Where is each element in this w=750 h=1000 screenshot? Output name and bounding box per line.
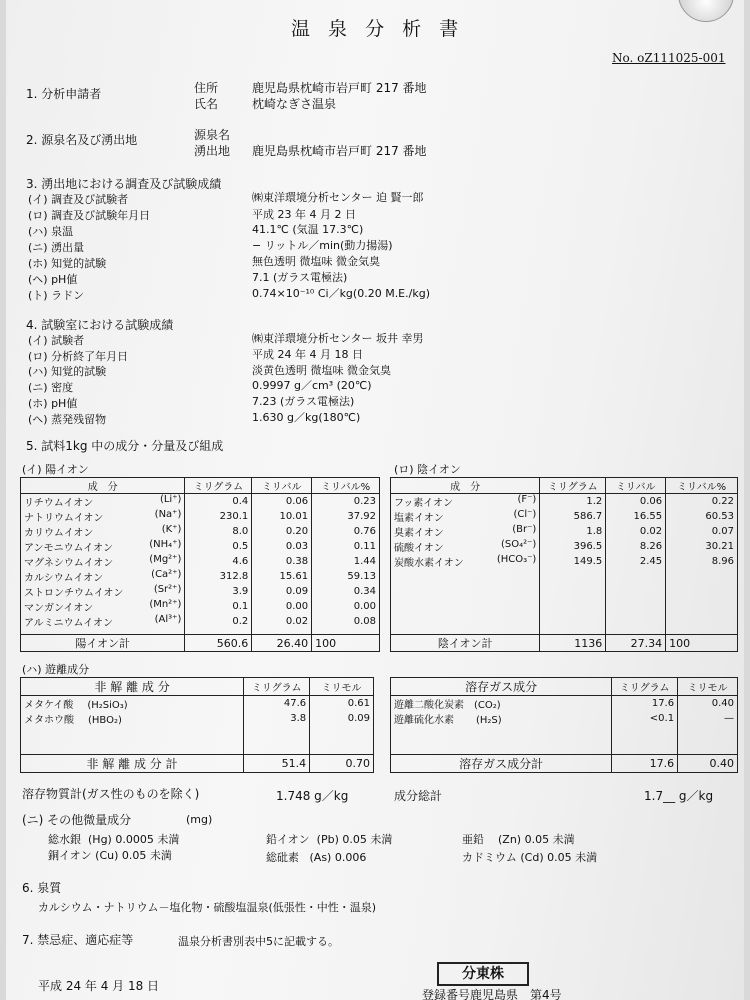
- total-percent: 100: [312, 635, 380, 652]
- ion-name: ナトリウムイオン: [24, 513, 104, 524]
- applicant-name: 枕崎なぎさ温泉: [252, 97, 337, 111]
- column-header: ミリモル: [310, 678, 374, 696]
- ion-formula: (Cl⁻): [513, 509, 537, 520]
- milligram-value: 4.6: [185, 554, 252, 569]
- gas-total-row: [391, 755, 738, 773]
- ion-name: 臭素イオン: [394, 528, 444, 539]
- ion-formula: (Mg²⁺): [149, 554, 182, 565]
- trace-unit: (mg): [186, 813, 213, 826]
- millival-value: 8.26: [606, 539, 666, 554]
- anion-table-title: (ロ) 陰イオン: [394, 463, 461, 476]
- ion-name: アンモニウムイオン: [24, 543, 113, 554]
- millival-value: 10.01: [252, 509, 312, 524]
- component-name: メタホウ酸: [24, 715, 74, 726]
- total-millimol: 0.70: [310, 755, 374, 773]
- push-pin: [678, 0, 734, 22]
- column-header: ミリグラム: [612, 678, 678, 696]
- table-row: [21, 696, 374, 712]
- anion-table: [390, 477, 738, 652]
- registration-number: 登録番号鹿児島県 第4号: [422, 988, 562, 1000]
- table-row: [21, 524, 380, 539]
- lab-test-value: ㈱東洋環境分析センター 坂井 幸男: [252, 332, 424, 345]
- ion-name: リチウムイオン: [24, 498, 94, 509]
- total-milligram: 17.6: [612, 755, 678, 773]
- milligram-value: 0.4: [185, 494, 252, 510]
- milligram-value: 149.5: [540, 554, 606, 569]
- ion-name: マグネシウムイオン: [24, 558, 114, 569]
- column-header: ミリバル: [252, 478, 312, 494]
- total-components-label: 成分総計: [394, 789, 443, 803]
- millival-value: 0.02: [606, 524, 666, 539]
- milligram-value: 1.2: [540, 494, 606, 510]
- ion-name: フッ素イオン: [394, 498, 453, 509]
- free-components-title: (ハ) 遊離成分: [22, 663, 90, 676]
- milligram-value: 312.8: [185, 569, 252, 584]
- lab-test-value: 7.23 (ガラス電極法): [252, 395, 355, 408]
- millival-percent: 30.21: [666, 539, 738, 554]
- spring-quality: カルシウム・ナトリウム－塩化物・硫酸塩温泉(低張性・中性・温泉): [38, 901, 377, 914]
- spring-location: 鹿児島県枕崎市岩戸町 217 番地: [252, 144, 427, 158]
- document-title: 温 泉 分 析 書: [291, 18, 465, 40]
- source-name-label: 源泉名: [194, 128, 231, 142]
- millival-percent: 0.11: [312, 539, 380, 554]
- millival-percent: 0.08: [312, 614, 380, 629]
- lab-test-label: (イ) 試験者: [28, 334, 85, 347]
- section-7-heading: 7. 禁忌症、適応症等: [22, 933, 134, 947]
- applicant-address: 鹿児島県枕崎市岩戸町 217 番地: [252, 81, 427, 95]
- field-test-value: − リットル／min(動力揚湯): [252, 239, 393, 252]
- component-formula: (HBO₂): [88, 715, 122, 726]
- trace-components-title: (ニ) その他微量成分: [22, 813, 132, 827]
- indications-note: 温泉分析書別表中5に記載する。: [178, 935, 339, 948]
- ion-formula: (Br⁻): [512, 524, 537, 535]
- ion-name: 塩素イオン: [394, 513, 444, 524]
- millimol-value: 0.09: [310, 711, 374, 726]
- ion-formula: (Al³⁺): [154, 614, 182, 625]
- name-label: 氏名: [194, 97, 219, 111]
- column-header: 成 分: [391, 478, 540, 494]
- lab-test-label: (ニ) 密度: [28, 381, 74, 394]
- millimol-value: —: [678, 711, 738, 726]
- table-row: [21, 509, 380, 524]
- table-row: [391, 509, 738, 524]
- column-header: ミリバル: [606, 478, 666, 494]
- lab-test-label: (ロ) 分析終了年月日: [28, 350, 129, 363]
- millival-value: 0.20: [252, 524, 312, 539]
- field-test-label: (ホ) 知覚的試験: [28, 257, 107, 270]
- field-test-value: 無色透明 微塩味 微金気臭: [252, 255, 380, 268]
- table-row: [21, 614, 380, 629]
- cation-table-title: (イ) 陽イオン: [22, 463, 89, 476]
- column-header: 溶存ガス成分: [391, 678, 612, 696]
- total-label: 非 解 離 成 分 計: [21, 755, 244, 773]
- millival-value: 15.61: [252, 569, 312, 584]
- milligram-value: 47.6: [244, 696, 310, 712]
- ion-formula: (HCO₃⁻): [496, 554, 537, 565]
- column-header: ミリグラム: [244, 678, 310, 696]
- ion-name: 炭酸水素イオン: [394, 558, 464, 569]
- trace-item: カドミウム (Cd) 0.05 未満: [462, 851, 598, 864]
- millival-percent: 59.13: [312, 569, 380, 584]
- millival-value: 0.06: [252, 494, 312, 510]
- table-row: [391, 539, 738, 554]
- column-header: ミリグラム: [185, 478, 252, 494]
- millival-value: 16.55: [606, 509, 666, 524]
- milligram-value: 230.1: [185, 509, 252, 524]
- total-label: 陽イオン計: [21, 635, 185, 652]
- trace-item: 銅イオン (Cu) 0.05 未満: [48, 849, 172, 862]
- component-name: メタケイ酸: [24, 700, 74, 711]
- section-5-heading: 5. 試料1kg 中の成分・分量及び組成: [26, 439, 224, 453]
- column-header: ミリバル%: [666, 478, 738, 494]
- section-4-heading: 4. 試験室における試験成績: [26, 318, 174, 332]
- millival-percent: 37.92: [312, 509, 380, 524]
- ion-formula: (NH₄⁺): [149, 539, 182, 550]
- section-6-heading: 6. 泉質: [22, 881, 62, 895]
- section-1-heading: 1. 分析申請者: [26, 87, 102, 101]
- undissociated-total-row: [21, 755, 374, 773]
- millival-percent: 8.96: [666, 554, 738, 569]
- dissolved-gas-table: [390, 677, 738, 773]
- ion-formula: (F⁻): [517, 494, 537, 505]
- dissolved-solids-value: 1.748 g／kg: [276, 789, 349, 803]
- address-label: 住所: [194, 81, 219, 95]
- ion-formula: (Li⁺): [159, 494, 182, 505]
- millival-percent: 0.23: [312, 494, 380, 510]
- total-milligram: 560.6: [185, 635, 252, 652]
- millival-value: 0.02: [252, 614, 312, 629]
- lab-test-value: 1.630 g／kg(180℃): [252, 411, 361, 424]
- field-test-value: 平成 23 年 4 月 2 日: [252, 208, 356, 221]
- section-2-heading: 2. 源泉名及び湧出地: [26, 133, 138, 147]
- cation-table: [20, 477, 380, 652]
- lab-test-value: 淡黄色透明 微塩味 微金気臭: [252, 364, 391, 377]
- section-3-heading: 3. 湧出地における調査及び試験成績: [26, 177, 222, 191]
- total-millival: 26.40: [252, 635, 312, 652]
- milligram-value: 17.6: [612, 696, 678, 712]
- field-test-label: (ト) ラドン: [28, 289, 85, 302]
- total-millival: 27.34: [606, 635, 666, 652]
- undissociated-table: [20, 677, 374, 773]
- total-percent: 100: [666, 635, 738, 652]
- milligram-value: 3.9: [185, 584, 252, 599]
- millimol-value: 0.40: [678, 696, 738, 712]
- ion-name: カルシウムイオン: [24, 573, 104, 584]
- table-row: [21, 569, 380, 584]
- trace-item: 総砒素 (As) 0.006: [266, 851, 367, 864]
- column-header: ミリバル%: [312, 478, 380, 494]
- lab-test-label: (ヘ) 蒸発残留物: [28, 413, 107, 426]
- millival-value: 0.38: [252, 554, 312, 569]
- milligram-value: 0.2: [185, 614, 252, 629]
- millival-percent: 1.44: [312, 554, 380, 569]
- dissolved-solids-label: 溶存物質計(ガス性のものを除く): [22, 787, 200, 801]
- spring-location-label: 湧出地: [194, 144, 231, 158]
- ion-formula: (Mn²⁺): [149, 599, 182, 610]
- anion-total-row: [391, 635, 738, 652]
- lab-test-label: (ハ) 知覚的試験: [28, 365, 107, 378]
- field-test-value: 41.1℃ (気温 17.3℃): [252, 223, 364, 236]
- field-test-label: (ロ) 調査及び試験年月日: [28, 209, 151, 222]
- milligram-value: 396.5: [540, 539, 606, 554]
- field-test-label: (ヘ) pH値: [28, 273, 78, 286]
- total-label: 溶存ガス成分計: [391, 755, 612, 773]
- issue-date: 平成 24 年 4 月 18 日: [38, 979, 160, 993]
- analysis-document: [6, 0, 744, 1000]
- milligram-value: 0.5: [185, 539, 252, 554]
- millival-value: 0.06: [606, 494, 666, 510]
- column-header: ミリモル: [678, 678, 738, 696]
- document-number: No. oZ111025-001: [612, 51, 726, 65]
- table-row: [21, 584, 380, 599]
- field-test-label: (イ) 調査及び試験者: [28, 193, 129, 206]
- ion-formula: (Sr²⁺): [153, 584, 182, 595]
- millival-percent: 60.53: [666, 509, 738, 524]
- millival-value: 0.09: [252, 584, 312, 599]
- total-milligram: 1136: [540, 635, 606, 652]
- milligram-value: 1.8: [540, 524, 606, 539]
- table-row: [391, 494, 738, 510]
- component-formula: (H₂SiO₃): [87, 700, 128, 711]
- millival-percent: 0.76: [312, 524, 380, 539]
- millival-percent: 0.34: [312, 584, 380, 599]
- ion-name: 硫酸イオン: [394, 543, 444, 554]
- milligram-value: 8.0: [185, 524, 252, 539]
- total-milligram: 51.4: [244, 755, 310, 773]
- column-header: ミリグラム: [540, 478, 606, 494]
- table-row: [391, 696, 738, 712]
- milligram-value: 0.1: [185, 599, 252, 614]
- lab-test-label: (ホ) pH値: [28, 397, 78, 410]
- trace-item: 鉛イオン (Pb) 0.05 未満: [266, 833, 393, 846]
- gas-formula: (CO₂): [474, 700, 501, 711]
- trace-item: 総水銀 (Hg) 0.0005 未満: [48, 833, 180, 846]
- field-test-label: (ニ) 湧出量: [28, 241, 85, 254]
- millival-value: 0.00: [252, 599, 312, 614]
- lab-test-value: 平成 24 年 4 月 18 日: [252, 348, 363, 361]
- table-row: [391, 554, 738, 569]
- ion-formula: (SO₄²⁻): [501, 539, 537, 550]
- cation-total-row: [21, 635, 380, 652]
- field-test-value: 7.1 (ガラス電極法): [252, 271, 348, 284]
- gas-name: 遊離硫化水素: [394, 715, 454, 726]
- millival-percent: 0.22: [666, 494, 738, 510]
- table-row: [21, 599, 380, 614]
- lab-test-value: 0.9997 g／cm³ (20℃): [252, 379, 372, 392]
- ion-name: カリウムイオン: [24, 528, 94, 539]
- millival-percent: 0.07: [666, 524, 738, 539]
- ion-formula: (Ca²⁺): [151, 569, 182, 580]
- millimol-value: 0.61: [310, 696, 374, 712]
- table-row: [391, 524, 738, 539]
- gas-formula: (H₂S): [476, 715, 502, 726]
- ion-name: アルミニウムイオン: [24, 618, 113, 629]
- table-row: [21, 539, 380, 554]
- trace-item: 亜鉛 (Zn) 0.05 未満: [462, 833, 575, 846]
- table-row: [21, 711, 374, 726]
- table-row: [21, 494, 380, 510]
- column-header: 非 解 離 成 分: [21, 678, 244, 696]
- ion-name: ストロンチウムイオン: [24, 588, 124, 599]
- field-test-value: ㈱東洋環境分析センター 迫 賢一郎: [252, 191, 424, 204]
- total-components-value: 1.7__ g／kg: [644, 789, 714, 803]
- milligram-value: 586.7: [540, 509, 606, 524]
- field-test-value: 0.74×10⁻¹⁰ Ci／kg(0.20 M.E./kg): [252, 287, 430, 300]
- table-row: [21, 554, 380, 569]
- field-test-label: (ハ) 泉温: [28, 225, 74, 238]
- total-millimol: 0.40: [678, 755, 738, 773]
- column-header: 成 分: [21, 478, 185, 494]
- ion-formula: (K⁺): [161, 524, 182, 535]
- millival-percent: 0.00: [312, 599, 380, 614]
- total-label: 陰イオン計: [391, 635, 540, 652]
- millival-value: 0.03: [252, 539, 312, 554]
- ion-formula: (Na⁺): [154, 509, 182, 520]
- milligram-value: 3.8: [244, 711, 310, 726]
- milligram-value: <0.1: [612, 711, 678, 726]
- millival-value: 2.45: [606, 554, 666, 569]
- ion-name: マンガンイオン: [24, 603, 94, 614]
- table-row: [391, 711, 738, 726]
- company-seal: 分東株: [437, 962, 529, 986]
- gas-name: 遊離二酸化炭素: [394, 700, 464, 711]
